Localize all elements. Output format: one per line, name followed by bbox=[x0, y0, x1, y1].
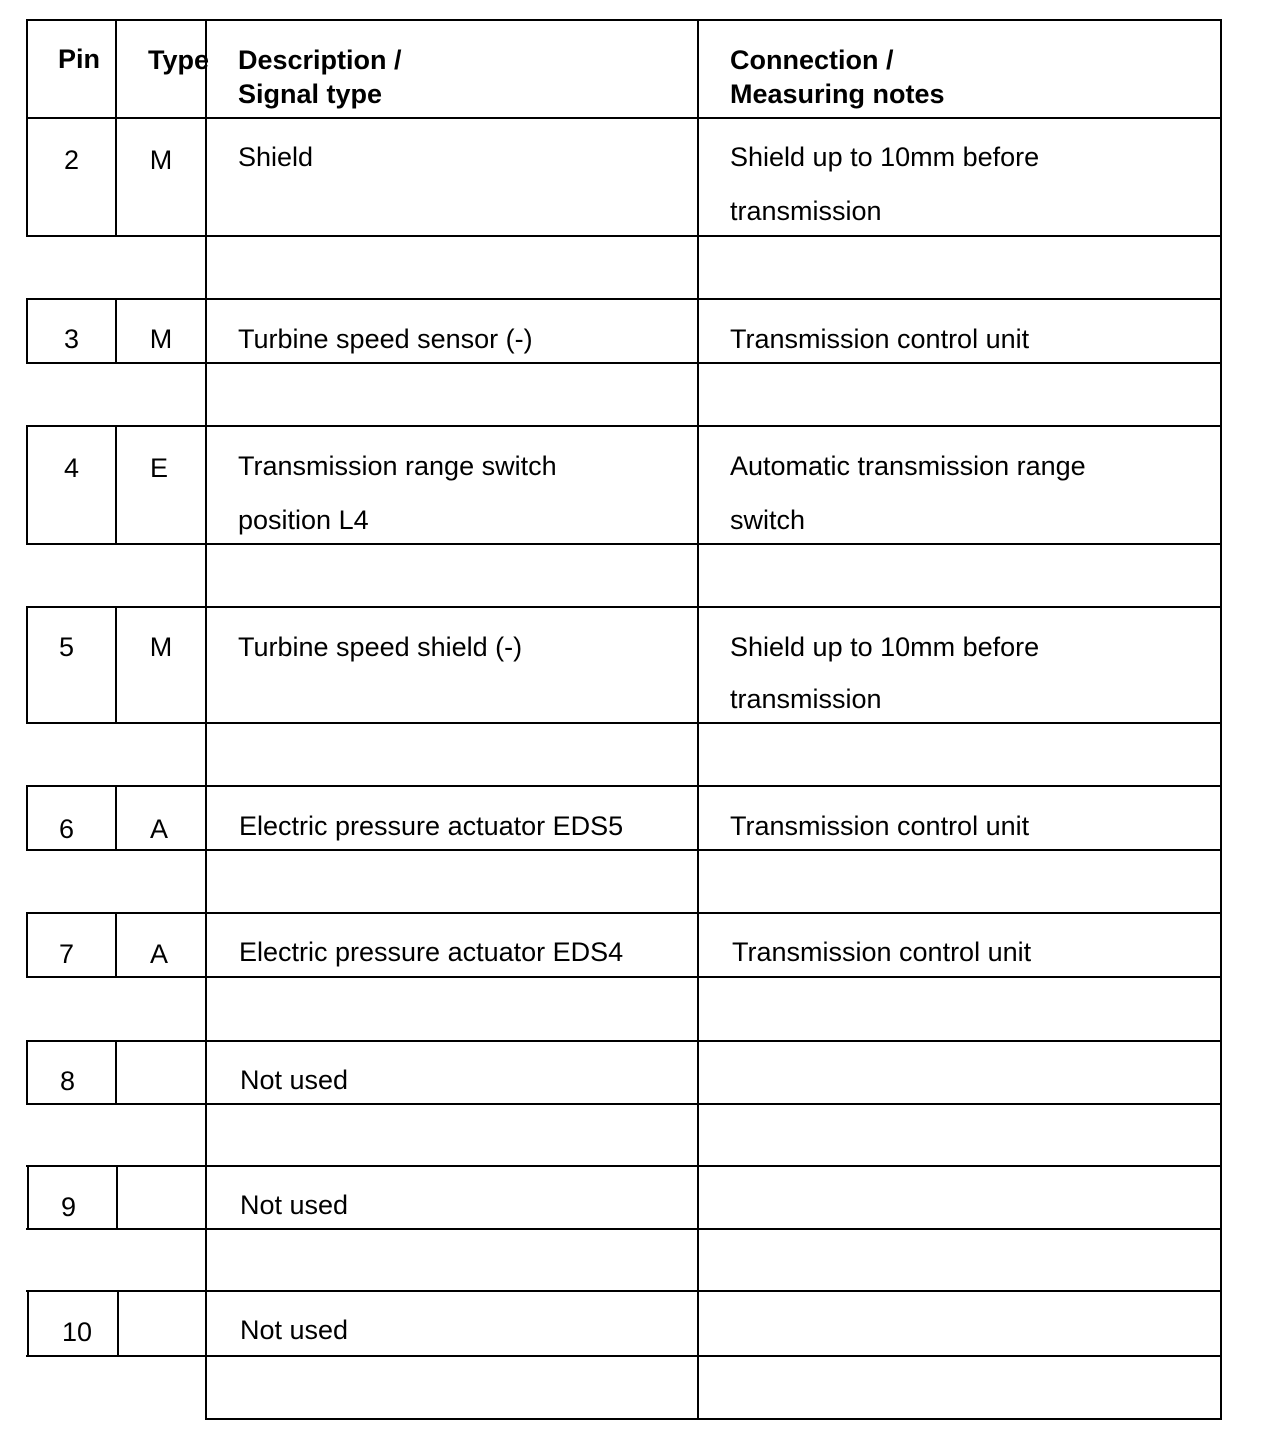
spacer-mask bbox=[24, 545, 205, 606]
header-connection-line2: Measuring notes bbox=[730, 79, 945, 109]
spacer-mask bbox=[24, 978, 205, 1040]
description-cell: Turbine speed sensor (-) bbox=[238, 324, 533, 354]
spacer-mask bbox=[24, 364, 205, 425]
pin-cell: 7 bbox=[58, 939, 75, 969]
header-pin: Pin bbox=[58, 44, 101, 74]
row-border bbox=[26, 235, 1222, 237]
description-cell: Not used bbox=[240, 1315, 349, 1345]
row-border bbox=[26, 849, 1222, 851]
connection-cell: Shield up to 10mm before bbox=[730, 142, 1040, 172]
table-border bbox=[116, 1165, 118, 1230]
row-border bbox=[26, 362, 1222, 364]
row-border bbox=[26, 606, 1222, 608]
description-cell: position L4 bbox=[238, 505, 369, 535]
type-cell: A bbox=[149, 939, 168, 969]
header-type: Type bbox=[148, 45, 210, 75]
connection-cell: transmission bbox=[730, 684, 882, 714]
connection-cell: Shield up to 10mm before bbox=[730, 632, 1040, 662]
spacer-mask bbox=[24, 851, 205, 912]
type-cell: M bbox=[149, 324, 173, 354]
header-connection-line1: Connection / bbox=[730, 45, 894, 75]
type-cell: E bbox=[149, 453, 168, 483]
description-cell: Shield bbox=[238, 142, 314, 172]
row-border bbox=[26, 1290, 1222, 1292]
table-border bbox=[26, 425, 28, 545]
table-border bbox=[697, 19, 699, 1420]
spacer-mask bbox=[24, 1357, 205, 1427]
table-border bbox=[26, 606, 28, 724]
row-border bbox=[26, 1103, 1222, 1105]
connection-cell: Transmission control unit bbox=[730, 811, 1030, 841]
row-border bbox=[26, 1040, 1222, 1042]
pin-cell: 2 bbox=[63, 145, 80, 175]
table-border bbox=[1220, 19, 1222, 1420]
row-border bbox=[26, 1355, 1222, 1357]
row-border bbox=[205, 1418, 1222, 1420]
spacer-mask bbox=[24, 724, 205, 785]
pin-cell: 9 bbox=[60, 1192, 77, 1222]
row-border bbox=[26, 722, 1222, 724]
pin-cell: 8 bbox=[59, 1066, 76, 1096]
description-cell: Not used bbox=[240, 1190, 349, 1220]
type-cell: A bbox=[149, 814, 168, 844]
connection-cell: switch bbox=[730, 505, 806, 535]
header-description-line1: Description / bbox=[238, 45, 402, 75]
spacer-mask bbox=[24, 1105, 205, 1165]
spacer-mask bbox=[24, 1230, 205, 1290]
table-border bbox=[115, 606, 117, 724]
connection-cell: transmission bbox=[730, 196, 882, 226]
pin-cell: 10 bbox=[61, 1317, 93, 1347]
description-cell: Turbine speed shield (-) bbox=[238, 632, 523, 662]
description-cell: Electric pressure actuator EDS4 bbox=[239, 937, 624, 967]
pin-cell: 6 bbox=[58, 814, 75, 844]
pin-cell: 4 bbox=[63, 453, 80, 483]
row-border bbox=[26, 543, 1222, 545]
row-border bbox=[26, 1228, 1222, 1230]
pin-cell: 3 bbox=[63, 324, 80, 354]
connection-cell: Automatic transmission range bbox=[730, 451, 1086, 481]
table-border bbox=[115, 425, 117, 545]
type-cell: M bbox=[149, 632, 173, 662]
table-border bbox=[115, 19, 117, 236]
description-cell: Electric pressure actuator EDS5 bbox=[239, 811, 624, 841]
description-cell: Not used bbox=[240, 1065, 349, 1095]
connection-cell: Transmission control unit bbox=[732, 937, 1032, 967]
description-cell: Transmission range switch bbox=[238, 451, 557, 481]
row-border bbox=[26, 785, 1222, 787]
connection-cell: Transmission control unit bbox=[730, 324, 1030, 354]
row-border bbox=[26, 1165, 1222, 1167]
row-border bbox=[26, 912, 1222, 914]
pin-cell: 5 bbox=[58, 632, 75, 662]
table-border bbox=[205, 19, 207, 1420]
table-border bbox=[115, 1040, 117, 1105]
row-border bbox=[26, 425, 1222, 427]
row-border bbox=[26, 976, 1222, 978]
row-border bbox=[26, 298, 1222, 300]
type-cell: M bbox=[149, 145, 173, 175]
table-border bbox=[26, 19, 28, 236]
header-description-line2: Signal type bbox=[238, 79, 383, 109]
spacer-mask bbox=[24, 237, 205, 298]
